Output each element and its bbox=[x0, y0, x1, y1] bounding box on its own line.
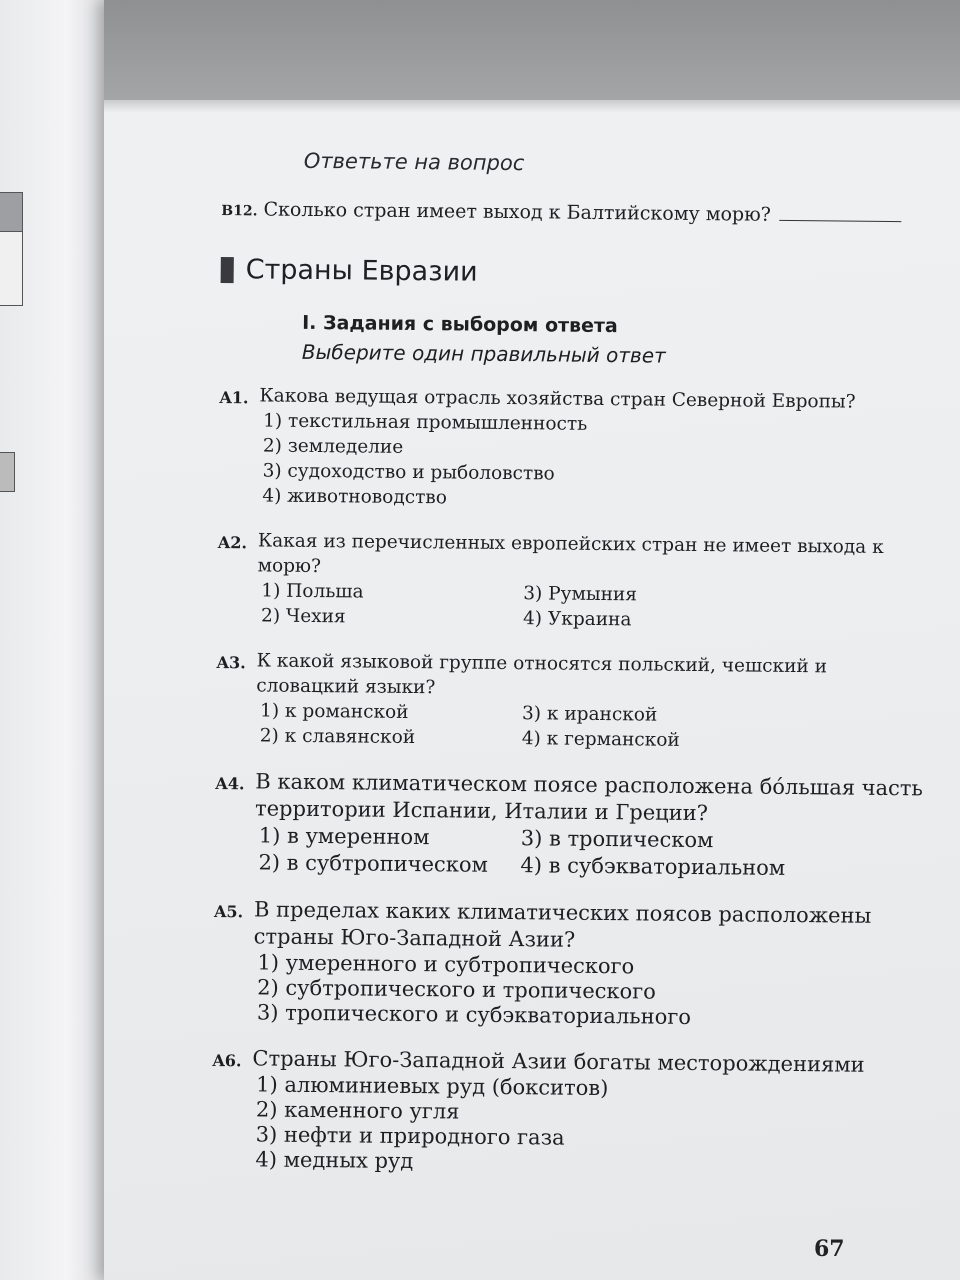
question-text: Какова ведущая отрасль хозяйства стран Северной Европы? bbox=[259, 385, 856, 413]
question-text: К какой языковой группе относятся польский, чешский и словацкий языки? bbox=[256, 650, 828, 699]
question-a1 bbox=[218, 383, 929, 515]
chapter-marker bbox=[221, 256, 234, 282]
answer-option: 4) в субэкваториальном bbox=[520, 853, 786, 880]
answer-option: 3) к иранской bbox=[521, 703, 658, 726]
question-a2 bbox=[217, 528, 928, 635]
question-b12 bbox=[221, 198, 931, 227]
answer-option: 2) каменного угля bbox=[255, 1097, 460, 1124]
question-number: A5. bbox=[213, 901, 244, 922]
answer-option: 1) в умеренном bbox=[258, 823, 430, 850]
question-text: Какая из перечисленных европейских стран не имеет выхода к морю? bbox=[257, 530, 884, 578]
page-content bbox=[211, 148, 932, 1179]
answer-option: 2) Чехия bbox=[260, 605, 346, 628]
chapter-heading bbox=[221, 254, 931, 292]
question-number: A1. bbox=[219, 387, 249, 408]
answer-option: 3) тропического и субэкваториального bbox=[256, 1000, 692, 1029]
answer-option: 3) в тропическом bbox=[520, 826, 714, 853]
question-a3 bbox=[216, 648, 927, 755]
part-title: I. Задания с выбором ответа bbox=[302, 311, 618, 338]
answer-option: 3) Румыния bbox=[523, 583, 638, 606]
part-subtitle: Выберите один правильный ответ bbox=[301, 339, 666, 368]
question-text: Страны Юго-Западной Азии богаты месторождениями bbox=[252, 1046, 865, 1077]
answer-option: 1) текстильная промышленность bbox=[263, 410, 588, 435]
answer-option: 1) алюминиевых руд (бокситов) bbox=[256, 1072, 609, 1101]
answer-blank-line bbox=[779, 219, 901, 222]
answer-option: 4) к германской bbox=[521, 728, 680, 751]
answer-option: 4) Украина bbox=[522, 608, 632, 631]
question-a6 bbox=[211, 1045, 922, 1179]
answer-option: 2) земледелие bbox=[262, 435, 404, 458]
page-top-edge bbox=[104, 100, 960, 112]
textbook-page bbox=[104, 0, 960, 1280]
question-text: В каком климатическом поясе расположена бóльшая часть территории Испании, Италии и Греции? bbox=[254, 769, 924, 826]
section-hint: Ответьте на вопрос bbox=[303, 148, 525, 176]
answer-option: 1) к романской bbox=[259, 700, 409, 723]
question-number: A3. bbox=[216, 652, 246, 673]
question-a5 bbox=[213, 896, 924, 1032]
answer-option: 3) судоходство и рыболовство bbox=[262, 460, 555, 485]
question-number: A2. bbox=[217, 532, 248, 553]
answer-option: 2) субтропического и тропического bbox=[257, 975, 657, 1004]
answer-option: 4) животноводство bbox=[262, 485, 448, 509]
question-text: Сколько стран имеет выход к Балтийскому морю? bbox=[263, 198, 771, 226]
answer-option: 2) в субтропическом bbox=[258, 850, 488, 877]
answer-option: 3) нефти и природного газа bbox=[255, 1122, 565, 1150]
answer-option: 1) умеренного и субтропического bbox=[257, 950, 635, 979]
left-page-table-fragment bbox=[0, 452, 15, 492]
left-page-table bbox=[0, 192, 23, 306]
answer-option: 2) к славянской bbox=[259, 725, 416, 749]
question-text: В пределах каких климатических поясов расположены страны Юго-Западной Азии? bbox=[253, 897, 872, 952]
left-page-edge bbox=[0, 0, 112, 1280]
question-a4 bbox=[214, 768, 925, 883]
page-number: 67 bbox=[814, 1236, 845, 1262]
background-surface bbox=[104, 0, 960, 104]
answer-option: 1) Польша bbox=[261, 580, 364, 603]
question-number: B12. bbox=[221, 202, 258, 220]
question-number: A4. bbox=[215, 773, 245, 794]
question-number: A6. bbox=[212, 1050, 242, 1071]
chapter-title: Страны Евразии bbox=[245, 254, 478, 288]
answer-option: 4) медных руд bbox=[255, 1147, 414, 1174]
